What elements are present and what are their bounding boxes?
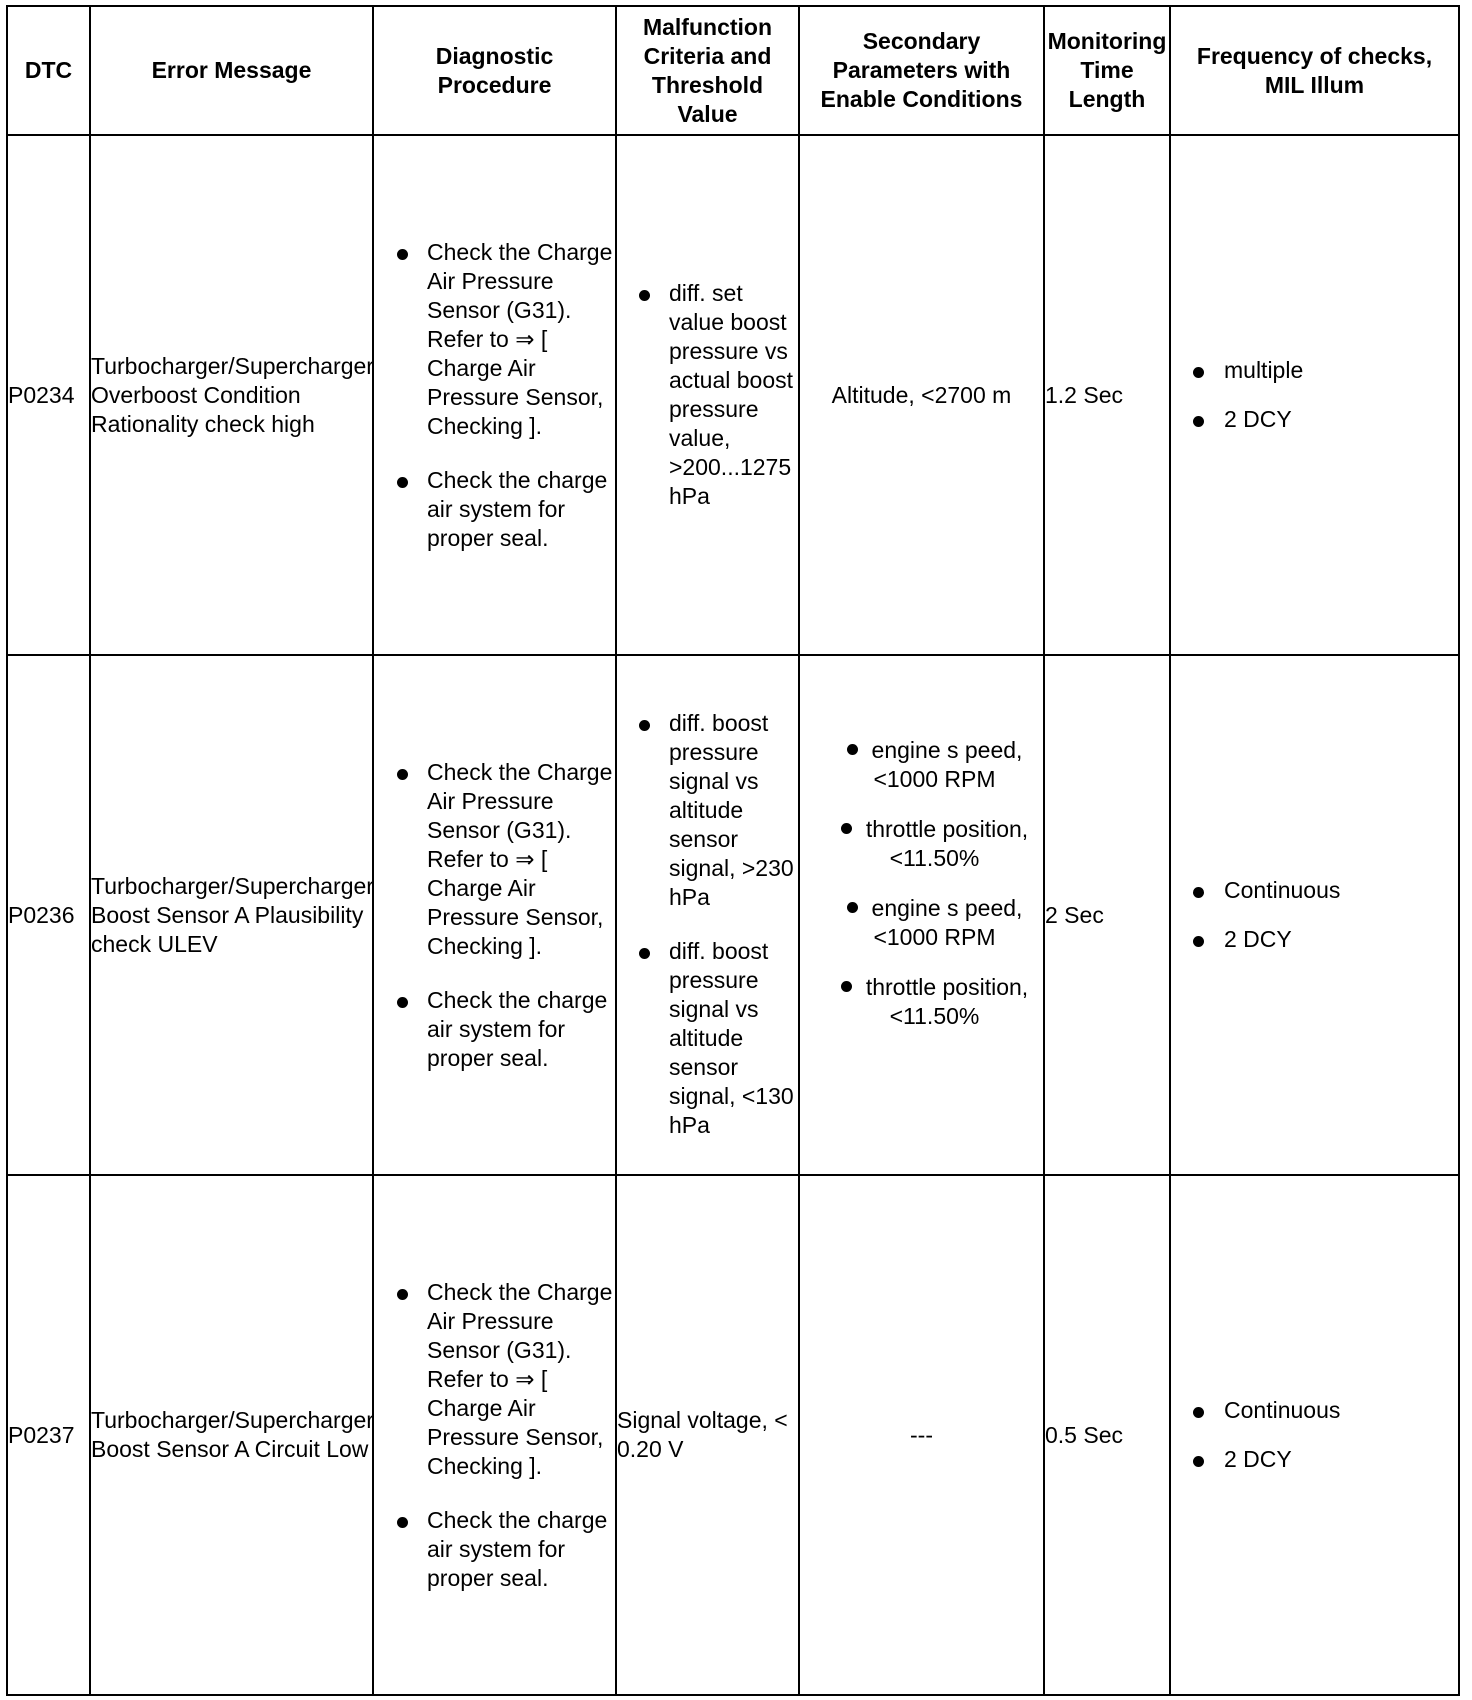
diagnostic-procedure	[373, 1175, 616, 1695]
frequency-text: Continuous	[1224, 877, 1341, 903]
dtc-code: P0234	[7, 135, 90, 655]
bullet-icon	[841, 823, 852, 834]
procedure-list	[374, 758, 615, 1073]
malfunction-criteria	[616, 135, 799, 655]
procedure-item	[374, 1278, 615, 1481]
dtc-code: P0236	[7, 655, 90, 1175]
procedure-item	[374, 758, 615, 961]
table-row	[7, 135, 1459, 655]
bullet-icon	[397, 769, 408, 780]
header-monitoring-time: Monitoring Time Length	[1044, 6, 1170, 135]
secondary-parameters: ---	[799, 1175, 1044, 1695]
procedure-text: Check the charge air system for proper seal.	[427, 1506, 608, 1591]
header-frequency: Frequency of checks, MIL Illum	[1170, 6, 1459, 135]
criteria-text: diff. set value boost pressure vs actual boost pressure value, >200...1275 hPa	[669, 280, 794, 509]
frequency-item	[1171, 925, 1458, 954]
frequency-item	[1171, 405, 1458, 434]
frequency-text: 2 DCY	[1224, 1446, 1292, 1472]
bullet-icon	[1193, 936, 1204, 947]
criteria-text: diff. boost pressure signal vs altitude sensor signal, <130 hPa	[669, 937, 794, 1138]
criteria-list	[617, 709, 798, 1140]
frequency-list	[1171, 1396, 1458, 1474]
bullet-icon	[1193, 367, 1204, 378]
frequency-list	[1171, 876, 1458, 954]
procedure-item	[374, 1506, 615, 1593]
bullet-icon	[639, 720, 650, 731]
bullet-icon	[639, 948, 650, 959]
procedure-item	[374, 986, 615, 1073]
bullet-icon	[841, 981, 852, 992]
table-row	[7, 655, 1459, 1175]
error-message: Turbocharger/Supercharger Overboost Condition Rationality check high	[90, 135, 373, 655]
secondary-text: throttle position, <11.50%	[865, 974, 1029, 1029]
frequency-list	[1171, 356, 1458, 434]
procedure-text: Check the Charge Air Pressure Sensor (G31). Refer to ⇒ [ Charge Air Pressure Sensor, Checking ].	[427, 238, 613, 439]
secondary-text: engine s peed, <1000 RPM	[871, 895, 1023, 950]
criteria-item	[617, 709, 798, 912]
frequency-item	[1171, 1396, 1458, 1425]
procedure-list	[374, 1278, 615, 1593]
diagnostic-procedure	[373, 135, 616, 655]
bullet-icon	[1193, 1456, 1204, 1467]
secondary-text: throttle position, <11.50%	[865, 816, 1029, 871]
monitoring-time: 0.5 Sec	[1044, 1175, 1170, 1695]
bullet-icon	[639, 290, 650, 301]
secondary-parameters: Altitude, <2700 m	[799, 135, 1044, 655]
bullet-icon	[397, 477, 408, 488]
diagnostic-procedure	[373, 655, 616, 1175]
header-dtc: DTC	[7, 6, 90, 135]
bullet-icon	[397, 997, 408, 1008]
criteria-text: diff. boost pressure signal vs altitude sensor signal, >230 hPa	[669, 709, 794, 910]
bullet-icon	[1193, 416, 1204, 427]
criteria-item	[617, 279, 798, 511]
frequency-text: 2 DCY	[1224, 406, 1292, 432]
secondary-item	[800, 894, 1043, 952]
error-message: Turbocharger/Supercharger Boost Sensor A Plausibility check ULEV	[90, 655, 373, 1175]
procedure-item	[374, 466, 615, 553]
bullet-icon	[397, 249, 408, 260]
bullet-icon	[397, 1289, 408, 1300]
malfunction-criteria: Signal voltage, < 0.20 V	[616, 1175, 799, 1695]
header-malfunction-criteria: Malfunction Criteria and Threshold Value	[616, 6, 799, 135]
secondary-list	[800, 736, 1043, 1031]
malfunction-criteria	[616, 655, 799, 1175]
header-error-message: Error Message	[90, 6, 373, 135]
secondary-item	[800, 973, 1043, 1031]
frequency	[1170, 1175, 1459, 1695]
criteria-list	[617, 279, 798, 511]
bullet-icon	[1193, 1407, 1204, 1418]
procedure-text: Check the charge air system for proper seal.	[427, 986, 608, 1071]
bullet-icon	[397, 1517, 408, 1528]
monitoring-time: 1.2 Sec	[1044, 135, 1170, 655]
procedure-text: Check the Charge Air Pressure Sensor (G31). Refer to ⇒ [ Charge Air Pressure Sensor, Checking ].	[427, 1278, 613, 1479]
frequency-item	[1171, 356, 1458, 385]
procedure-text: Check the charge air system for proper seal.	[427, 466, 608, 551]
header-row	[7, 6, 1459, 135]
frequency-text: Continuous	[1224, 1397, 1341, 1423]
header-diagnostic-procedure: Diagnostic Procedure	[373, 6, 616, 135]
frequency	[1170, 655, 1459, 1175]
secondary-parameters	[799, 655, 1044, 1175]
dtc-table	[6, 5, 1460, 1696]
table-row	[7, 1175, 1459, 1695]
dtc-code: P0237	[7, 1175, 90, 1695]
frequency-text: multiple	[1224, 357, 1304, 383]
secondary-item	[800, 815, 1043, 873]
bullet-icon	[847, 744, 858, 755]
bullet-icon	[847, 902, 858, 913]
secondary-item	[800, 736, 1043, 794]
secondary-text: engine s peed, <1000 RPM	[871, 737, 1023, 792]
header-secondary-parameters: Secondary Parameters with Enable Conditions	[799, 6, 1044, 135]
procedure-list	[374, 238, 615, 553]
error-message: Turbocharger/Supercharger Boost Sensor A Circuit Low	[90, 1175, 373, 1695]
bullet-icon	[1193, 887, 1204, 898]
procedure-text: Check the Charge Air Pressure Sensor (G31). Refer to ⇒ [ Charge Air Pressure Sensor, Checking ].	[427, 758, 613, 959]
frequency	[1170, 135, 1459, 655]
monitoring-time: 2 Sec	[1044, 655, 1170, 1175]
criteria-item	[617, 937, 798, 1140]
frequency-item	[1171, 1445, 1458, 1474]
frequency-text: 2 DCY	[1224, 926, 1292, 952]
procedure-item	[374, 238, 615, 441]
frequency-item	[1171, 876, 1458, 905]
